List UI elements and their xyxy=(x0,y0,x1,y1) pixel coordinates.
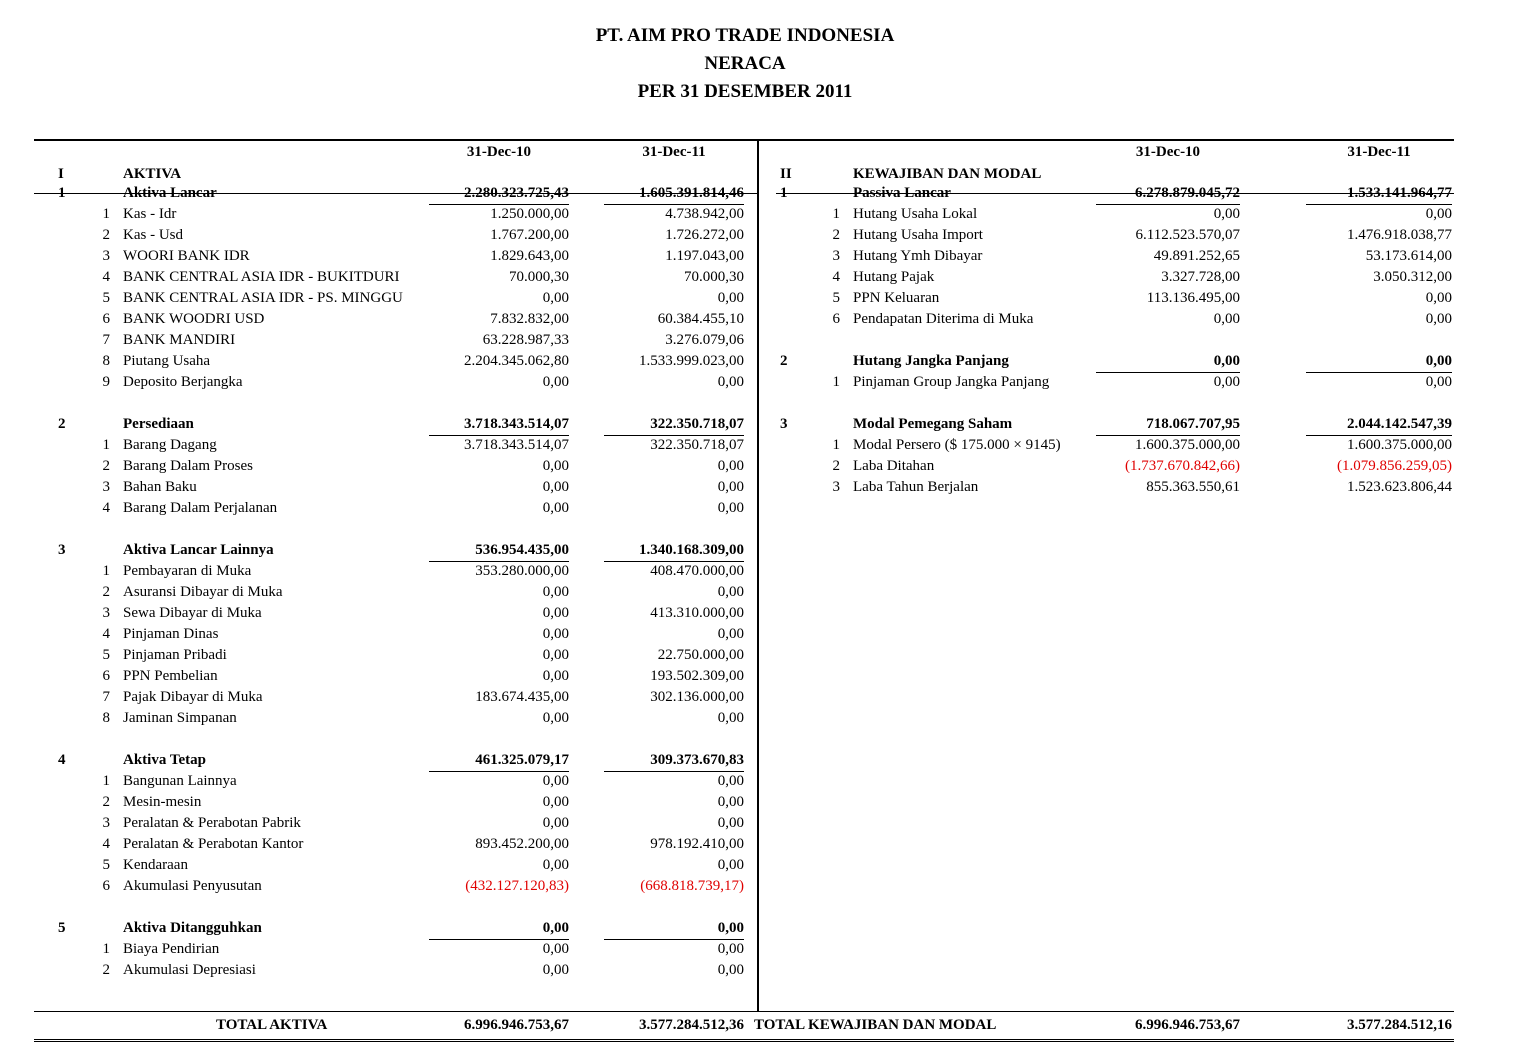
left-section-name: Aktiva Lancar xyxy=(123,185,217,201)
right-item-num: 5 xyxy=(832,290,840,306)
right-item-value-2010: 49.891.252,65 xyxy=(1153,248,1240,264)
right-item-value-2011: 0,00 xyxy=(1425,311,1452,327)
left-item-value-2011: 0,00 xyxy=(717,857,744,873)
left-item-name: Sewa Dibayar di Muka xyxy=(123,605,262,621)
right-item-value-2011: (1.079.856.259,05) xyxy=(1337,458,1452,474)
left-item-value-2010: 1.250.000,00 xyxy=(490,206,569,222)
right-item-value-2011: 0,00 xyxy=(1425,206,1452,222)
total-bottom-rule xyxy=(34,1039,1454,1042)
right-section-name: Modal Pemegang Saham xyxy=(853,416,1013,432)
right-item-value-2010: 113.136.495,00 xyxy=(1146,290,1240,306)
left-item-name: Jaminan Simpanan xyxy=(123,710,237,726)
right-item-num: 4 xyxy=(832,269,840,285)
right-item-value-2010: 6.112.523.570,07 xyxy=(1135,227,1240,243)
right-item-num: 6 xyxy=(832,311,840,327)
left-total-2010: 6.996.946.753,67 xyxy=(464,1017,569,1033)
right-item-name: Pendapatan Diterima di Muka xyxy=(853,311,1034,327)
right-item-num: 3 xyxy=(832,479,840,495)
left-item-value-2010: (432.127.120,83) xyxy=(465,878,569,894)
left-item-name: Biaya Pendirian xyxy=(123,941,220,957)
left-item-value-2010: 353.280.000,00 xyxy=(475,563,569,579)
left-item-num: 9 xyxy=(102,374,110,390)
left-item-value-2010: 0,00 xyxy=(542,626,569,642)
left-item-value-2011: 0,00 xyxy=(717,290,744,306)
left-item-num: 6 xyxy=(102,668,110,684)
left-item-value-2011: 193.502.309,00 xyxy=(650,668,744,684)
column-divider xyxy=(757,141,759,1011)
left-item-name: BANK CENTRAL ASIA IDR - PS. MINGGU xyxy=(123,290,403,306)
left-item-value-2011: 408.470.000,00 xyxy=(650,563,744,579)
left-item-value-2011: 1.197.043,00 xyxy=(665,248,744,264)
left-item-name: Pinjaman Pribadi xyxy=(123,647,227,663)
left-item-num: 8 xyxy=(102,710,110,726)
left-item-value-2010: 0,00 xyxy=(542,605,569,621)
left-item-name: Pembayaran di Muka xyxy=(123,563,252,579)
left-item-name: Barang Dalam Proses xyxy=(123,458,253,474)
left-item-value-2011: 0,00 xyxy=(717,710,744,726)
right-item-name: Laba Tahun Berjalan xyxy=(853,479,979,495)
right-item-value-2010: 1.600.375.000,00 xyxy=(1135,437,1240,453)
right-item-num: 1 xyxy=(832,206,840,222)
right-item-value-2011: 1.476.918.038,77 xyxy=(1347,227,1452,243)
right-section-total-2010: 718.067.707,95 xyxy=(1096,414,1240,436)
left-item-name: WOORI BANK IDR xyxy=(123,248,250,264)
right-item-name: Hutang Pajak xyxy=(853,269,935,285)
right-item-num: 2 xyxy=(832,227,840,243)
right-section-total-2010: 6.278.879.045,72 xyxy=(1096,183,1240,205)
left-item-num: 5 xyxy=(102,647,110,663)
left-item-name: Pajak Dibayar di Muka xyxy=(123,689,263,705)
left-item-num: 1 xyxy=(102,941,110,957)
left-item-num: 4 xyxy=(102,269,110,285)
left-section-total-2011: 1.340.168.309,00 xyxy=(604,540,744,562)
left-item-name: BANK CENTRAL ASIA IDR - BUKITDURI xyxy=(123,269,400,285)
left-item-value-2010: 3.718.343.514,07 xyxy=(464,437,569,453)
left-section-name: Aktiva Ditangguhkan xyxy=(123,920,262,936)
left-item-value-2010: 1.829.643,00 xyxy=(490,248,569,264)
left-item-num: 2 xyxy=(102,227,110,243)
left-item-name: Peralatan & Perabotan Kantor xyxy=(123,836,304,852)
right-item-num: 1 xyxy=(832,374,840,390)
right-section-total-2011: 2.044.142.547,39 xyxy=(1306,414,1452,436)
left-item-value-2010: 0,00 xyxy=(542,815,569,831)
left-item-name: Barang Dagang xyxy=(123,437,217,453)
left-total-2011: 3.577.284.512,36 xyxy=(639,1017,744,1033)
left-section-num: 5 xyxy=(58,920,66,936)
right-section-total-2011: 0,00 xyxy=(1306,351,1452,373)
left-item-num: 4 xyxy=(102,500,110,516)
left-item-value-2011: 0,00 xyxy=(717,815,744,831)
right-item-num: 2 xyxy=(832,458,840,474)
right-item-value-2010: 0,00 xyxy=(1213,206,1240,222)
report-title: NERACA xyxy=(704,53,786,74)
left-item-value-2011: 0,00 xyxy=(717,584,744,600)
left-item-num: 7 xyxy=(102,332,110,348)
left-item-value-2011: 978.192.410,00 xyxy=(650,836,744,852)
left-item-value-2010: 0,00 xyxy=(542,794,569,810)
right-total-2011: 3.577.284.512,16 xyxy=(1347,1017,1452,1033)
left-section-num: 3 xyxy=(58,542,66,558)
left-item-name: Barang Dalam Perjalanan xyxy=(123,500,278,516)
right-item-value-2010: (1.737.670.842,66) xyxy=(1125,458,1240,474)
right-section-name: Passiva Lancar xyxy=(853,185,951,201)
right-col2-date: 31-Dec-11 xyxy=(1347,144,1411,160)
left-roman: I xyxy=(58,166,64,182)
left-item-num: 6 xyxy=(102,878,110,894)
right-item-name: Modal Persero ($ 175.000 × 9145) xyxy=(853,437,1061,453)
left-item-value-2010: 0,00 xyxy=(542,857,569,873)
left-item-num: 4 xyxy=(102,836,110,852)
left-item-name: Asuransi Dibayar di Muka xyxy=(123,584,283,600)
left-section-num: 1 xyxy=(58,185,66,201)
left-item-num: 2 xyxy=(102,458,110,474)
left-section-total-2010: 461.325.079,17 xyxy=(429,750,569,772)
right-total-label: TOTAL KEWAJIBAN DAN MODAL xyxy=(754,1017,997,1033)
top-rule xyxy=(34,139,1454,141)
left-item-value-2010: 0,00 xyxy=(542,941,569,957)
left-item-value-2011: 0,00 xyxy=(717,374,744,390)
left-item-value-2010: 183.674.435,00 xyxy=(475,689,569,705)
company-name: PT. AIM PRO TRADE INDONESIA xyxy=(595,25,895,46)
right-col1-date: 31-Dec-10 xyxy=(1135,144,1201,160)
right-item-value-2010: 3.327.728,00 xyxy=(1161,269,1240,285)
right-item-name: Hutang Usaha Import xyxy=(853,227,983,243)
left-item-value-2010: 0,00 xyxy=(542,710,569,726)
left-item-value-2011: 1.533.999.023,00 xyxy=(639,353,744,369)
right-item-value-2010: 0,00 xyxy=(1213,311,1240,327)
left-item-value-2011: 70.000,30 xyxy=(684,269,744,285)
left-item-name: Peralatan & Perabotan Pabrik xyxy=(123,815,301,831)
left-item-value-2011: 0,00 xyxy=(717,458,744,474)
left-item-name: Piutang Usaha xyxy=(123,353,211,369)
left-item-value-2011: (668.818.739,17) xyxy=(640,878,744,894)
left-item-value-2010: 0,00 xyxy=(542,647,569,663)
right-item-num: 1 xyxy=(832,437,840,453)
left-item-num: 4 xyxy=(102,626,110,642)
right-section-num: 1 xyxy=(780,185,788,201)
left-item-num: 1 xyxy=(102,437,110,453)
left-item-num: 3 xyxy=(102,248,110,264)
left-item-value-2010: 63.228.987,33 xyxy=(482,332,569,348)
left-item-name: Akumulasi Penyusutan xyxy=(123,878,262,894)
left-section-total-2011: 322.350.718,07 xyxy=(604,414,744,436)
left-item-value-2010: 0,00 xyxy=(542,500,569,516)
left-item-num: 2 xyxy=(102,584,110,600)
right-item-value-2011: 1.600.375.000,00 xyxy=(1347,437,1452,453)
left-item-num: 2 xyxy=(102,962,110,978)
left-item-value-2011: 302.136.000,00 xyxy=(650,689,744,705)
left-section-total-2010: 2.280.323.725,43 xyxy=(429,183,569,205)
left-item-name: Deposito Berjangka xyxy=(123,374,243,390)
right-item-num: 3 xyxy=(832,248,840,264)
right-heading: KEWAJIBAN DAN MODAL xyxy=(853,166,1042,182)
left-item-value-2011: 3.276.079,06 xyxy=(665,332,744,348)
left-item-num: 5 xyxy=(102,290,110,306)
right-item-value-2010: 0,00 xyxy=(1213,374,1240,390)
left-section-name: Aktiva Lancar Lainnya xyxy=(123,542,274,558)
right-section-total-2010: 0,00 xyxy=(1096,351,1240,373)
left-item-num: 3 xyxy=(102,479,110,495)
left-item-value-2010: 0,00 xyxy=(542,584,569,600)
total-top-rule xyxy=(34,1011,1454,1012)
left-section-total-2010: 536.954.435,00 xyxy=(429,540,569,562)
right-item-value-2011: 0,00 xyxy=(1425,374,1452,390)
right-item-value-2010: 855.363.550,61 xyxy=(1146,479,1240,495)
left-item-num: 5 xyxy=(102,857,110,873)
left-item-value-2011: 4.738.942,00 xyxy=(665,206,744,222)
left-col1-date: 31-Dec-10 xyxy=(466,144,532,160)
right-item-value-2011: 1.523.623.806,44 xyxy=(1347,479,1452,495)
left-item-num: 3 xyxy=(102,605,110,621)
left-section-total-2010: 0,00 xyxy=(429,918,569,940)
left-col2-date: 31-Dec-11 xyxy=(642,144,706,160)
left-item-name: Kas - Idr xyxy=(123,206,177,222)
left-item-num: 8 xyxy=(102,353,110,369)
left-item-name: BANK WOODRI USD xyxy=(123,311,265,327)
right-item-value-2011: 3.050.312,00 xyxy=(1373,269,1452,285)
report-period: PER 31 DESEMBER 2011 xyxy=(637,81,853,102)
right-item-name: Pinjaman Group Jangka Panjang xyxy=(853,374,1050,390)
left-section-total-2011: 309.373.670,83 xyxy=(604,750,744,772)
right-item-name: PPN Keluaran xyxy=(853,290,940,306)
left-section-num: 2 xyxy=(58,416,66,432)
left-item-num: 2 xyxy=(102,794,110,810)
left-item-value-2011: 0,00 xyxy=(717,773,744,789)
left-item-value-2011: 22.750.000,00 xyxy=(657,647,744,663)
right-section-num: 3 xyxy=(780,416,788,432)
right-section-total-2011: 1.533.141.964,77 xyxy=(1306,183,1452,205)
left-section-name: Aktiva Tetap xyxy=(123,752,206,768)
left-section-name: Persediaan xyxy=(123,416,194,432)
left-item-num: 6 xyxy=(102,311,110,327)
left-item-value-2011: 322.350.718,07 xyxy=(650,437,744,453)
left-item-name: BANK MANDIRI xyxy=(123,332,236,348)
left-item-value-2010: 1.767.200,00 xyxy=(490,227,569,243)
right-total-2010: 6.996.946.753,67 xyxy=(1135,1017,1240,1033)
right-item-value-2011: 53.173.614,00 xyxy=(1365,248,1452,264)
left-item-value-2010: 893.452.200,00 xyxy=(475,836,569,852)
left-item-name: PPN Pembelian xyxy=(123,668,218,684)
left-total-label: TOTAL AKTIVA xyxy=(216,1017,328,1033)
left-item-name: Mesin-mesin xyxy=(123,794,202,810)
left-section-total-2011: 1.605.391.814,46 xyxy=(604,183,744,205)
left-item-name: Pinjaman Dinas xyxy=(123,626,219,642)
left-item-name: Bahan Baku xyxy=(123,479,197,495)
left-item-num: 3 xyxy=(102,815,110,831)
left-item-value-2011: 0,00 xyxy=(717,794,744,810)
left-item-num: 1 xyxy=(102,773,110,789)
left-item-value-2011: 0,00 xyxy=(717,962,744,978)
left-section-total-2011: 0,00 xyxy=(604,918,744,940)
left-section-total-2010: 3.718.343.514,07 xyxy=(429,414,569,436)
left-item-value-2010: 0,00 xyxy=(542,668,569,684)
left-item-name: Kendaraan xyxy=(123,857,188,873)
left-heading: AKTIVA xyxy=(123,166,182,182)
left-item-value-2010: 70.000,30 xyxy=(509,269,569,285)
right-item-name: Hutang Ymh Dibayar xyxy=(853,248,983,264)
right-item-name: Hutang Usaha Lokal xyxy=(853,206,978,222)
left-item-value-2010: 0,00 xyxy=(542,962,569,978)
left-item-num: 7 xyxy=(102,689,110,705)
left-item-value-2010: 0,00 xyxy=(542,479,569,495)
left-item-value-2010: 0,00 xyxy=(542,290,569,306)
left-item-value-2011: 60.384.455,10 xyxy=(657,311,744,327)
left-item-value-2011: 1.726.272,00 xyxy=(665,227,744,243)
right-section-num: 2 xyxy=(780,353,788,369)
left-item-value-2011: 0,00 xyxy=(717,626,744,642)
left-item-num: 1 xyxy=(102,563,110,579)
right-item-name: Laba Ditahan xyxy=(853,458,935,474)
right-section-name: Hutang Jangka Panjang xyxy=(853,353,1009,369)
left-item-value-2011: 413.310.000,00 xyxy=(650,605,744,621)
left-item-name: Bangunan Lainnya xyxy=(123,773,237,789)
left-item-value-2011: 0,00 xyxy=(717,941,744,957)
left-item-value-2010: 7.832.832,00 xyxy=(490,311,569,327)
left-item-value-2010: 0,00 xyxy=(542,374,569,390)
left-item-name: Akumulasi Depresiasi xyxy=(123,962,256,978)
left-item-value-2011: 0,00 xyxy=(717,479,744,495)
left-section-num: 4 xyxy=(58,752,66,768)
left-item-value-2010: 2.204.345.062,80 xyxy=(464,353,569,369)
right-item-value-2011: 0,00 xyxy=(1425,290,1452,306)
right-roman: II xyxy=(780,166,792,182)
left-item-name: Kas - Usd xyxy=(123,227,183,243)
left-item-value-2010: 0,00 xyxy=(542,773,569,789)
left-item-value-2010: 0,00 xyxy=(542,458,569,474)
left-item-value-2011: 0,00 xyxy=(717,500,744,516)
left-item-num: 1 xyxy=(102,206,110,222)
